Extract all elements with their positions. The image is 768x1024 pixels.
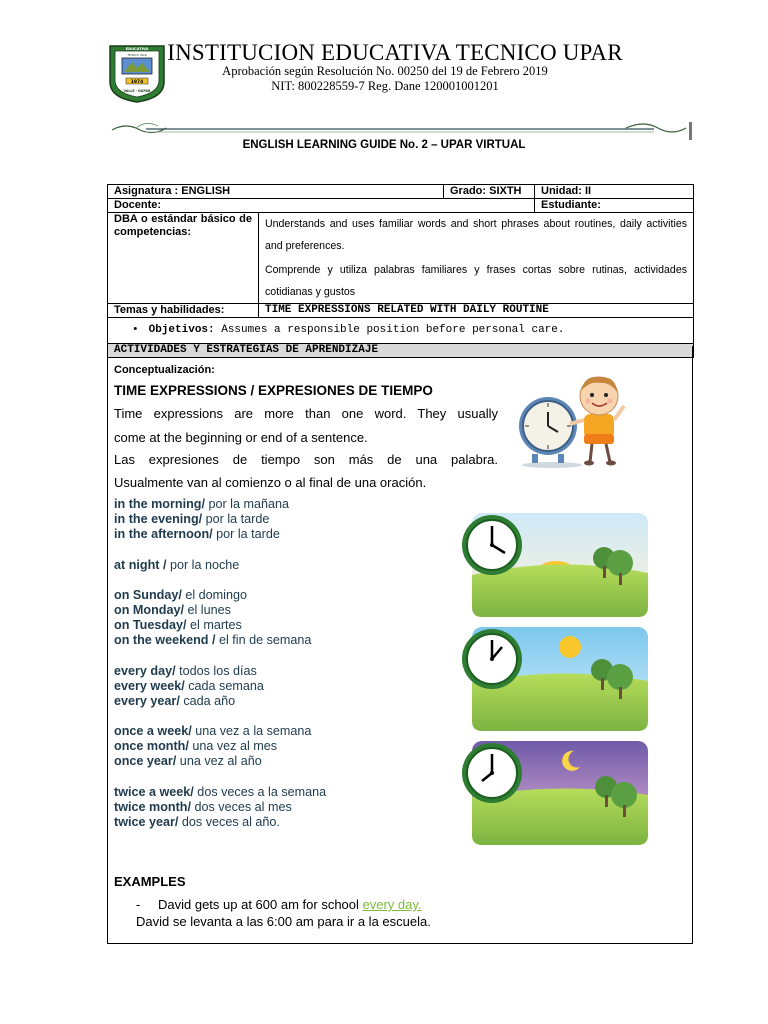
dba-english: Understands and uses familiar words and short phrases about routines, daily activities and preferences. (265, 218, 688, 252)
expression-spanish: por la tarde (212, 527, 280, 542)
dba-spanish: Comprende y utiliza palabras familiares y frases cortas sobre rutinas, actividades cotidianas y gustos (265, 264, 688, 298)
time-expression-item (114, 588, 454, 603)
time-expression-item (114, 664, 454, 679)
expression-spanish: una vez al mes (188, 739, 278, 754)
time-expression-item (114, 603, 454, 618)
time-expression-item (114, 527, 454, 542)
clock-icon (462, 743, 522, 803)
asignatura-cell: Asignatura : ENGLISH (108, 185, 444, 199)
expression-english: on Monday/ (114, 602, 184, 617)
institution-title: INSTITUCION EDUCATIVA TECNICO UPAR (167, 40, 623, 65)
clock-icon (462, 515, 522, 575)
logo-year: 1974 (130, 80, 144, 85)
docente-cell: Docente: (108, 199, 535, 213)
expression-spanish: por la tarde (202, 512, 270, 527)
expression-spanish: todos los días (175, 663, 257, 678)
expression-english: in the afternoon/ (114, 527, 213, 542)
time-expression-item (114, 724, 454, 739)
expression-english: on the weekend / (114, 633, 219, 648)
example-english-text: David gets up at 600 am for school (158, 897, 363, 912)
estudiante-cell: Estudiante: (535, 199, 694, 213)
expression-english: every week/ (114, 678, 185, 693)
temas-label: Temas y habilidades: (108, 304, 259, 318)
expression-spanish: dos veces al mes (190, 799, 292, 814)
expression-spanish: el fin de semana (218, 633, 312, 648)
objetivos-value: Assumes a responsible position before personal care. (214, 324, 565, 336)
expression-english: in the evening/ (114, 512, 203, 527)
expression-english: once month/ (114, 739, 189, 754)
para-es-1: Las expresiones de tiempo son más de una palabra. (114, 452, 498, 467)
examples-title: EXAMPLES (114, 874, 186, 889)
dba-label: DBA o estándar básico de competencias: (108, 213, 259, 304)
temas-value: TIME EXPRESSIONS RELATED WITH DAILY ROUTINE (259, 304, 694, 318)
time-expression-item (114, 739, 454, 754)
expression-english: on Sunday/ (114, 587, 182, 602)
time-expression-item (114, 754, 454, 769)
info-table (107, 184, 694, 358)
expression-spanish: dos veces al año. (178, 815, 280, 829)
clock-icon (462, 629, 522, 689)
expression-spanish: el domingo (181, 587, 247, 602)
para-es-2: Usualmente van al comienzo o al final de una oración. (114, 475, 427, 490)
logo-side-text: TECNICO UPAR (127, 54, 147, 57)
expression-spanish: el lunes (183, 602, 231, 617)
para-en-2: come at the beginning or end of a sentence. (114, 430, 368, 445)
expression-english: at night / (114, 557, 170, 572)
logo-bottom-text: VALLE - DUPAR (123, 89, 151, 93)
expression-english: twice year/ (114, 815, 179, 829)
approval-line: Aprobación según Resolución No. 00250 del 19 de Febrero 2019 (222, 64, 548, 78)
time-expression-item (114, 785, 454, 800)
expression-english: once a week/ (114, 724, 192, 739)
objetivos-label: Objetivos: (148, 324, 215, 336)
time-expression-item (114, 815, 454, 830)
time-expression-item (114, 497, 454, 512)
time-expression-item (114, 679, 454, 694)
unidad-cell: Unidad: II (535, 185, 694, 199)
para-en-1: Time expressions are more than one word. They usually (114, 406, 498, 421)
example-highlight: every day. (362, 897, 422, 912)
expression-spanish: una vez al año (176, 754, 262, 769)
time-expression-item (114, 543, 454, 558)
time-expression-item (114, 649, 454, 664)
expression-english: every year/ (114, 693, 180, 708)
morning-scene-clock (460, 511, 650, 619)
time-expression-item (114, 694, 454, 709)
guide-title: ENGLISH LEARNING GUIDE No. 2 – UPAR VIRTUAL (242, 139, 526, 151)
expression-spanish: por la noche (169, 557, 240, 572)
expression-english: once year/ (114, 754, 177, 769)
expression-spanish: por la mañana (204, 497, 289, 511)
objetivos-row: • Objetivos: Assumes a responsible position before personal care. (108, 318, 694, 344)
expression-spanish: cada año (179, 693, 236, 708)
night-scene-clock (460, 739, 650, 847)
time-expression-item (114, 618, 454, 633)
actividades-header: ACTIVIDADES Y ESTRATEGIAS DE APRENDIZAJE (108, 344, 694, 358)
logo-top-text: EDUCATIVA (125, 47, 149, 51)
grado-cell: Grado: SIXTH (444, 185, 535, 199)
time-expression-item (114, 573, 454, 588)
time-expression-item (114, 800, 454, 815)
expression-english: in the morning/ (114, 497, 205, 511)
time-expression-item (114, 770, 454, 785)
time-expression-item (114, 512, 454, 527)
expression-spanish: cada semana (184, 678, 264, 693)
alarm-clock-boy-illustration (512, 370, 632, 470)
concept-label: Conceptualización: (114, 364, 215, 376)
expression-spanish: dos veces a la semana (193, 784, 327, 799)
example-english (158, 897, 422, 912)
time-expressions-list (114, 497, 454, 830)
dba-content (259, 213, 694, 304)
expression-spanish: el martes (186, 618, 242, 633)
time-expression-item (114, 709, 454, 724)
expression-english: on Tuesday/ (114, 618, 187, 633)
example-spanish: David se levanta a las 6:00 am para ir a la escuela. (136, 914, 431, 929)
example-bullet: - (136, 897, 141, 912)
time-expression-item (114, 558, 454, 573)
nit-line: NIT: 800228559-7 Reg. Dane 120001001201 (271, 79, 499, 93)
expression-spanish: una vez a la semana (191, 724, 312, 739)
section-heading: TIME EXPRESSIONS / EXPRESIONES DE TIEMPO (114, 383, 433, 398)
afternoon-scene-clock (460, 625, 650, 733)
expression-english: twice month/ (114, 799, 191, 814)
time-expression-item (114, 633, 454, 648)
expression-english: every day/ (114, 663, 176, 678)
expression-english: twice a week/ (114, 784, 194, 799)
